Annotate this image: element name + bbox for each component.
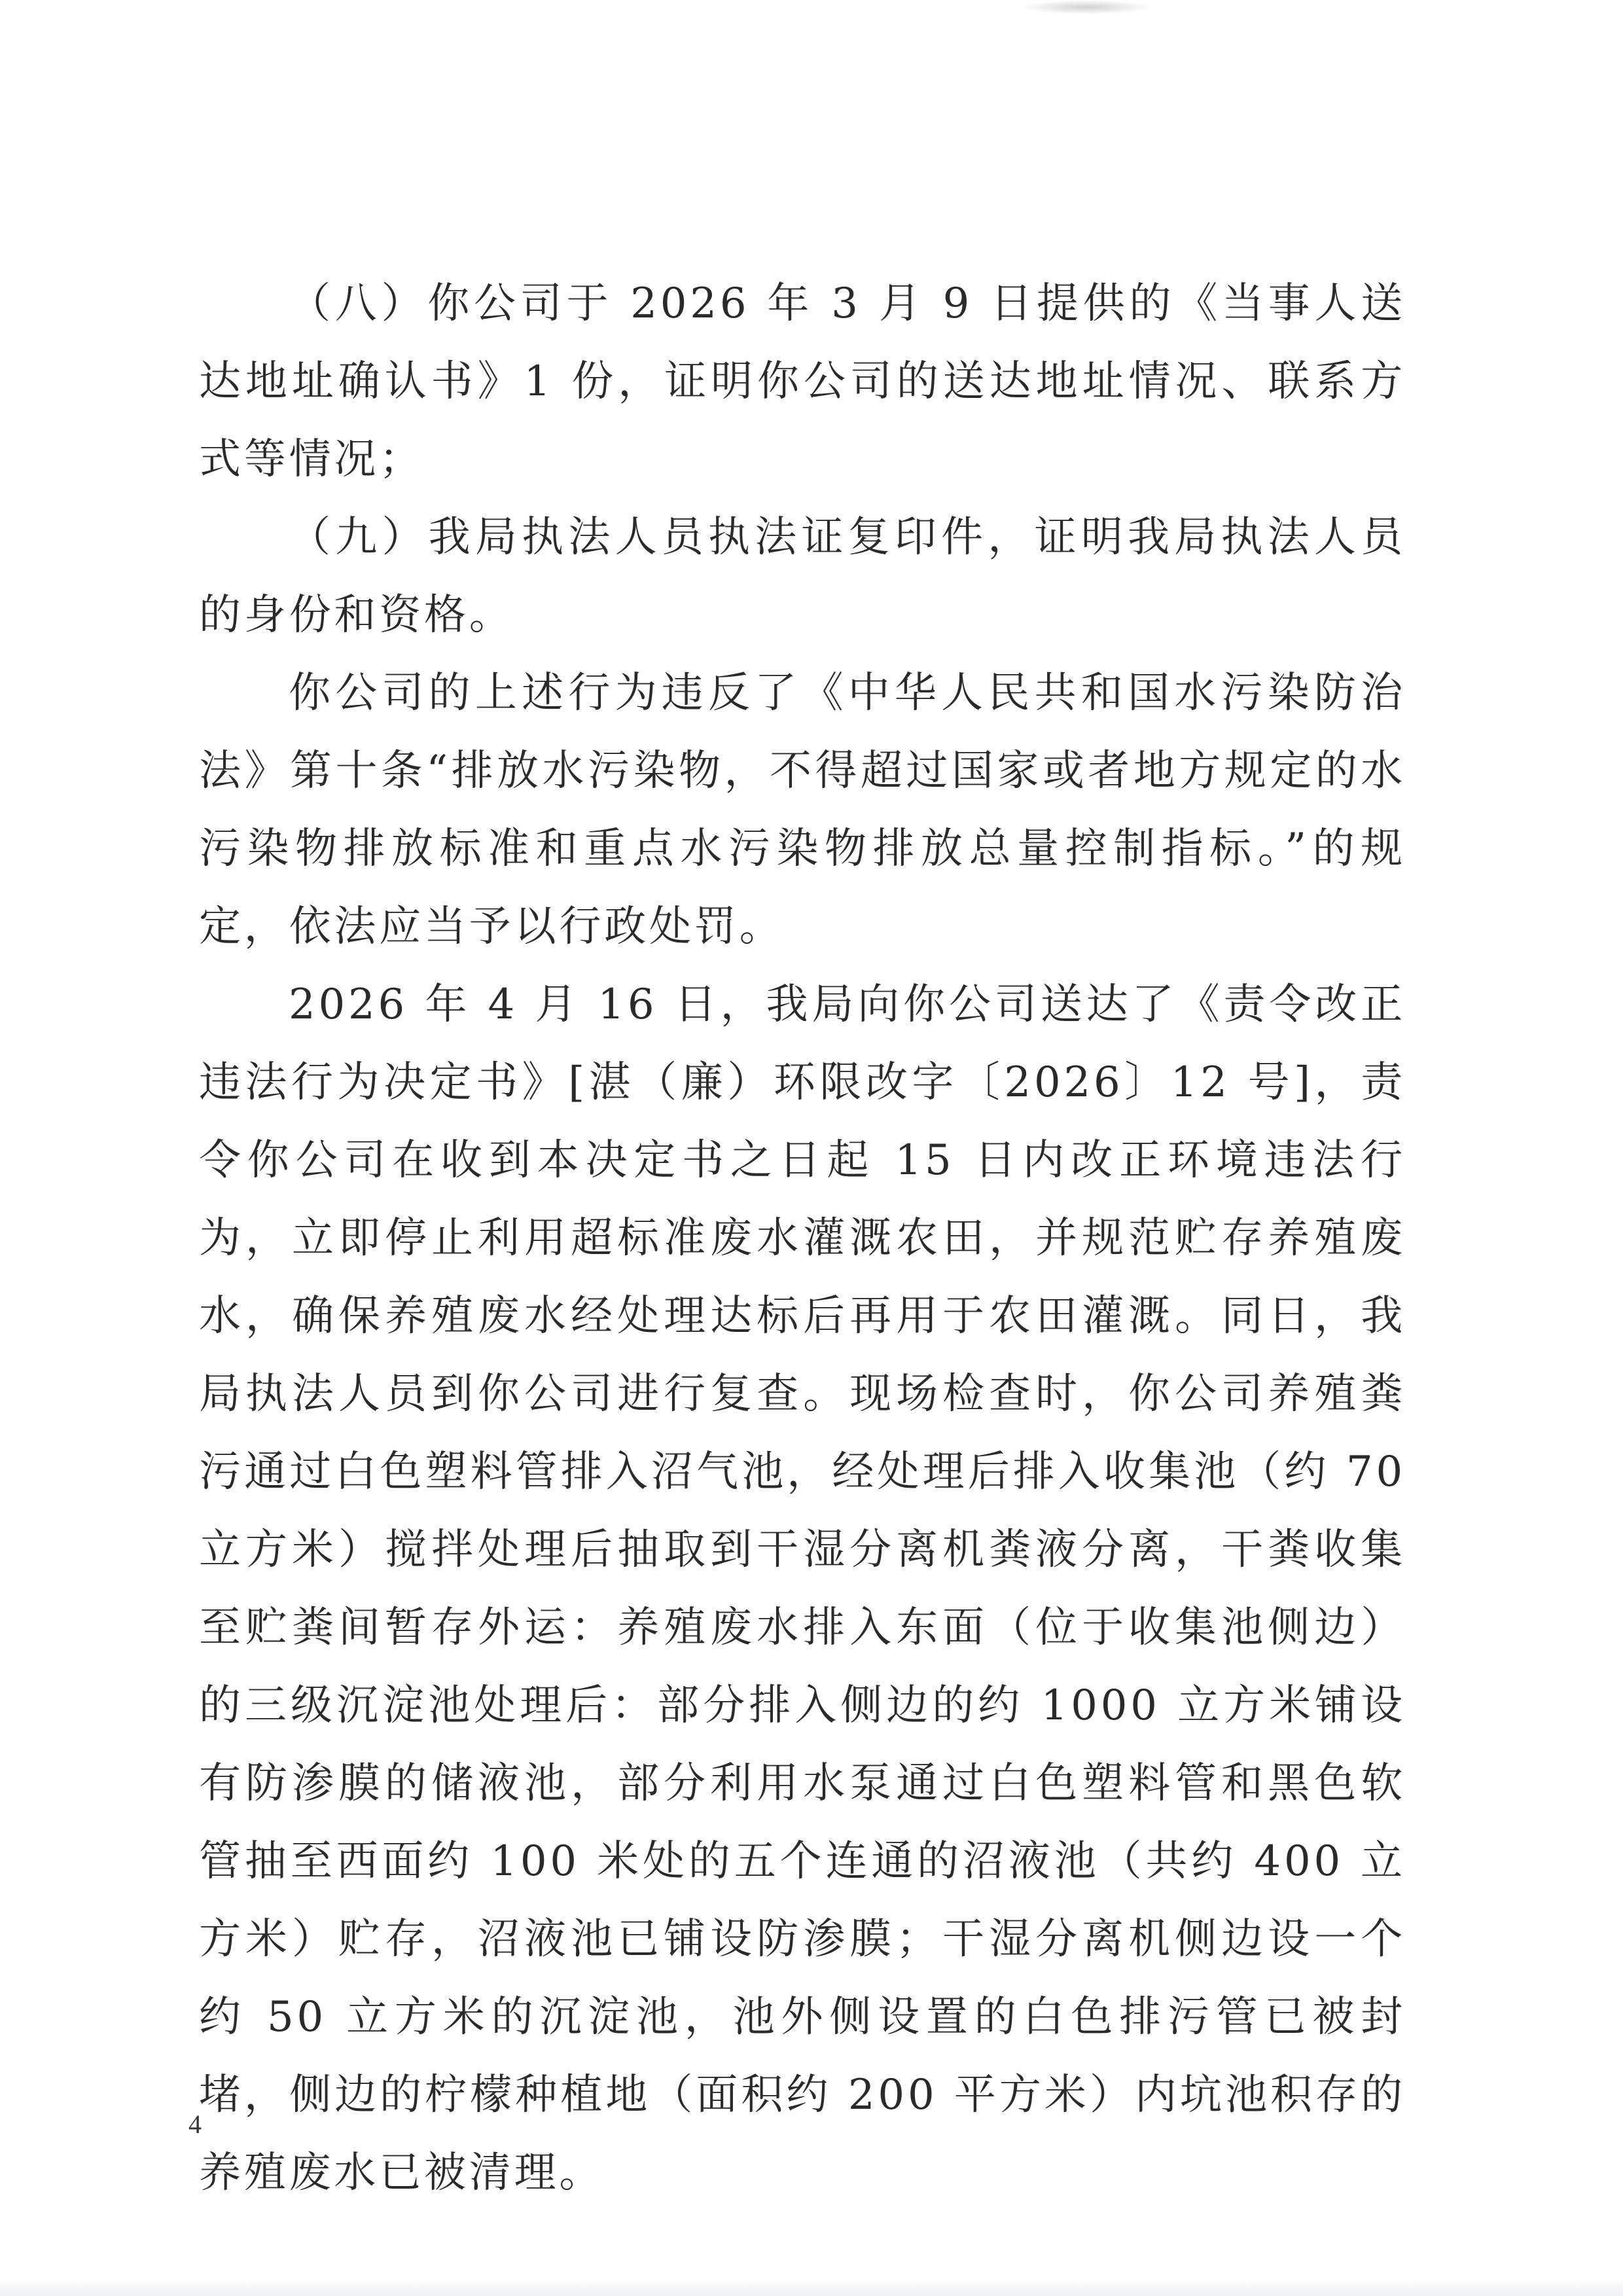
paragraph-evidence-9: （九）我局执法人员执法证复印件，证明我局执法人员的身份和资格。: [199, 513, 1406, 639]
document-body: [199, 265, 1406, 2212]
scan-bottom-edge: [0, 2278, 1623, 2296]
paragraph-rectification: 2026 年 4 月 16 日，我局向你公司送达了《责令改正违法行为决定书》[湛（廉）环限改字〔2026〕12 号]，责令你公司在收到本决定书之日起 15 日内改正环境违法行为，立即停止利用超标准废水灌溉农田，并规范贮存养殖废水，确保养殖废水经处理达标后再用于农田灌溉。同日，我局执法人员到你公司进行复查。现场检查时，你公司养殖粪污通过白色塑料管排入沼气池，经处理后排入收集池（约 70 立方米）搅拌处理后抽取到干湿分离机粪液分离，干粪收集至贮粪间暂存外运：养殖废水排入东面（位于收集池侧边）的三级沉淀池处理后：部分排入侧边的约 1000 立方米铺设有防渗膜的储液池，部分利用水泵通过白色塑料管和黑色软管抽至西面约 100 米处的五个连通的沼液池（共约 400 立方米）贮存，沼液池已铺设防渗膜；干湿分离机侧边设一个约 50 立方米的沉淀池，池外侧设置的白色排污管已被封堵，侧边的柠檬种植地（面积约 200 平方米）内坑池积存的养殖废水已被清理。: [199, 980, 1406, 2197]
page-number: 4: [188, 2109, 202, 2139]
paragraph-evidence-8: （八）你公司于 2026 年 3 月 9 日提供的《当事人送达地址确认书》1 份，证明你公司的送达地址情况、联系方式等情况；: [199, 279, 1406, 484]
scan-smudge: [1021, 0, 1152, 14]
paragraph-violation: 你公司的上述行为违反了《中华人民共和国水污染防治法》第十条“排放水污染物，不得超过国家或者地方规定的水污染物排放标准和重点水污染物排放总量控制指标。”的规定，依法应当予以行政处罚。: [199, 669, 1406, 951]
